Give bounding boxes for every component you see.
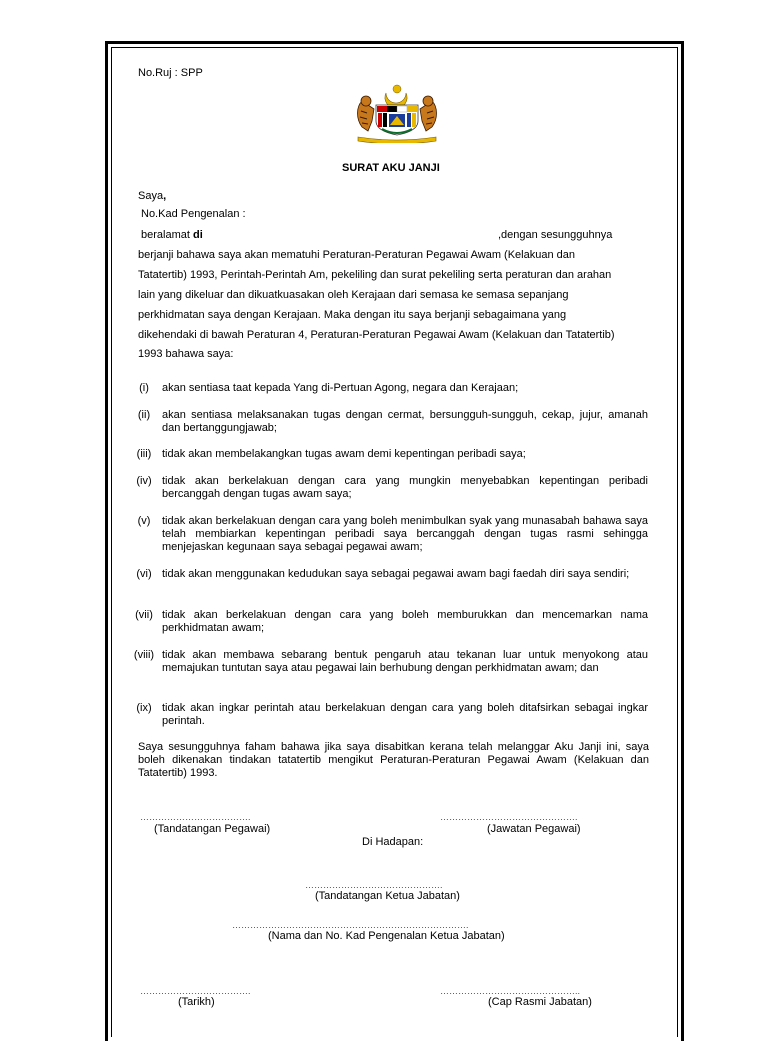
item-text: akan sentiasa melaksanakan tugas dengan cermat, bersungguh-sungguh, cekap, jujur, amanah dan bertanggungjawab; bbox=[162, 409, 648, 434]
item-text: tidak akan membelakangkan tugas awam demi kepentingan peribadi saya; bbox=[162, 448, 526, 460]
head-name-label: (Nama dan No. Kad Pengenalan Ketua Jabatan) bbox=[268, 930, 505, 942]
saya-line bbox=[138, 190, 166, 202]
item-number: (ix) bbox=[136, 702, 152, 714]
intro-line-4: perkhidmatan saya dengan Kerajaan. Maka dengan itu saya berjanji sebagaimana yang bbox=[138, 309, 567, 321]
date-dots: ………………………………. bbox=[140, 986, 251, 996]
item-number: (iii) bbox=[136, 448, 152, 460]
ic-label: No.Kad Pengenalan : bbox=[141, 208, 246, 220]
address-prefix bbox=[141, 229, 203, 241]
item-number: (vi) bbox=[136, 568, 152, 580]
date-label: (Tarikh) bbox=[178, 996, 215, 1008]
item-text: tidak akan berkelakuan dengan cara yang boleh memburukkan dan mencemarkan nama perkhidmatan awam; bbox=[162, 609, 648, 634]
item-number: (ii) bbox=[137, 409, 151, 421]
intro-line-6: 1993 bahawa saya: bbox=[138, 348, 234, 360]
saya-comma: , bbox=[163, 190, 167, 202]
item-number: (iv) bbox=[136, 475, 152, 487]
item-number: (vii) bbox=[135, 609, 153, 621]
officer-post-label: (Jawatan Pegawai) bbox=[487, 823, 581, 835]
saya-label: Saya bbox=[138, 190, 164, 202]
item-number: (i) bbox=[139, 382, 149, 394]
closing-paragraph: Saya sesungguhnya faham bahawa jika saya disabitkan kerana telah melanggar Aku Janji ini, saya boleh dikenakan tindakan tatatertib mengikut Peraturan-Peraturan Pegawai Awam (Kelakuan dan Tatatertib) 1993. bbox=[138, 741, 649, 779]
item-text: tidak akan menggunakan kedudukan saya sebagai pegawai awam bagi faedah diri saya sendiri; bbox=[162, 568, 630, 580]
intro-line-5: dikehendaki di bawah Peraturan 4, Peraturan-Peraturan Pegawai Awam (Kelakuan dan Tatatertib) bbox=[138, 329, 615, 341]
head-sign-label: (Tandatangan Ketua Jabatan) bbox=[315, 890, 460, 902]
reference-number: No.Ruj : SPP bbox=[138, 67, 203, 79]
coat-of-arms-emblem bbox=[352, 81, 442, 143]
officer-post-dots: ………………………………………. bbox=[440, 812, 578, 822]
witness-label: Di Hadapan: bbox=[362, 836, 424, 848]
item-text: tidak akan membawa sebarang bentuk pengaruh atau tekanan luar untuk menyokong atau memajukan tuntutan saya atau pegawai lain berhubung dengan perkhidmatan awam; dan bbox=[162, 649, 648, 674]
item-text: akan sentiasa taat kepada Yang di-Pertuan Agong, negara dan Kerajaan; bbox=[162, 382, 519, 394]
item-text: tidak akan ingkar perintah atau berkelakuan dengan cara yang boleh ditafsirkan sebagai ingkar perintah. bbox=[162, 702, 648, 727]
intro-line-2: Tatatertib) 1993, Perintah-Perintah Am, pekeliling dan surat pekeliling serta peraturan dan arahan bbox=[138, 269, 612, 281]
stamp-label: (Cap Rasmi Jabatan) bbox=[488, 996, 592, 1008]
address-suffix: ,dengan sesungguhnya bbox=[498, 229, 613, 241]
intro-line-3: lain yang dikeluar dan dikuatkuasakan oleh Kerajaan dari semasa ke semasa sepanjang bbox=[138, 289, 569, 301]
document-title: SURAT AKU JANJI bbox=[342, 162, 440, 174]
address-label: beralamat bbox=[141, 229, 190, 241]
item-text: tidak akan berkelakuan dengan cara yang mungkin menyebabkan kepentingan peribadi bercanggah dengan tugas awam saya; bbox=[162, 475, 648, 500]
intro-line-1: berjanji bahawa saya akan mematuhi Peraturan-Peraturan Pegawai Awam (Kelakuan dan bbox=[138, 249, 576, 261]
officer-sign-dots: ………………………………. bbox=[140, 812, 251, 822]
stamp-dots: ……………………………………….. bbox=[440, 986, 581, 996]
item-number: (viii) bbox=[133, 649, 155, 661]
officer-sign-label: (Tandatangan Pegawai) bbox=[154, 823, 271, 835]
head-sign-dots: ………………………………………. bbox=[305, 880, 443, 890]
head-name-dots: ……………………………………………………………………. bbox=[232, 920, 469, 930]
item-number: (v) bbox=[137, 515, 151, 527]
item-text: tidak akan berkelakuan dengan cara yang boleh menimbulkan syak yang munasabah bahawa saya telah membiarkan kepentingan peribadi saya bercanggah dengan tugas rasmi sehingga menjejaskan kegunaan saya sebagai pegawai awam; bbox=[162, 515, 648, 553]
address-di: di bbox=[192, 229, 203, 241]
